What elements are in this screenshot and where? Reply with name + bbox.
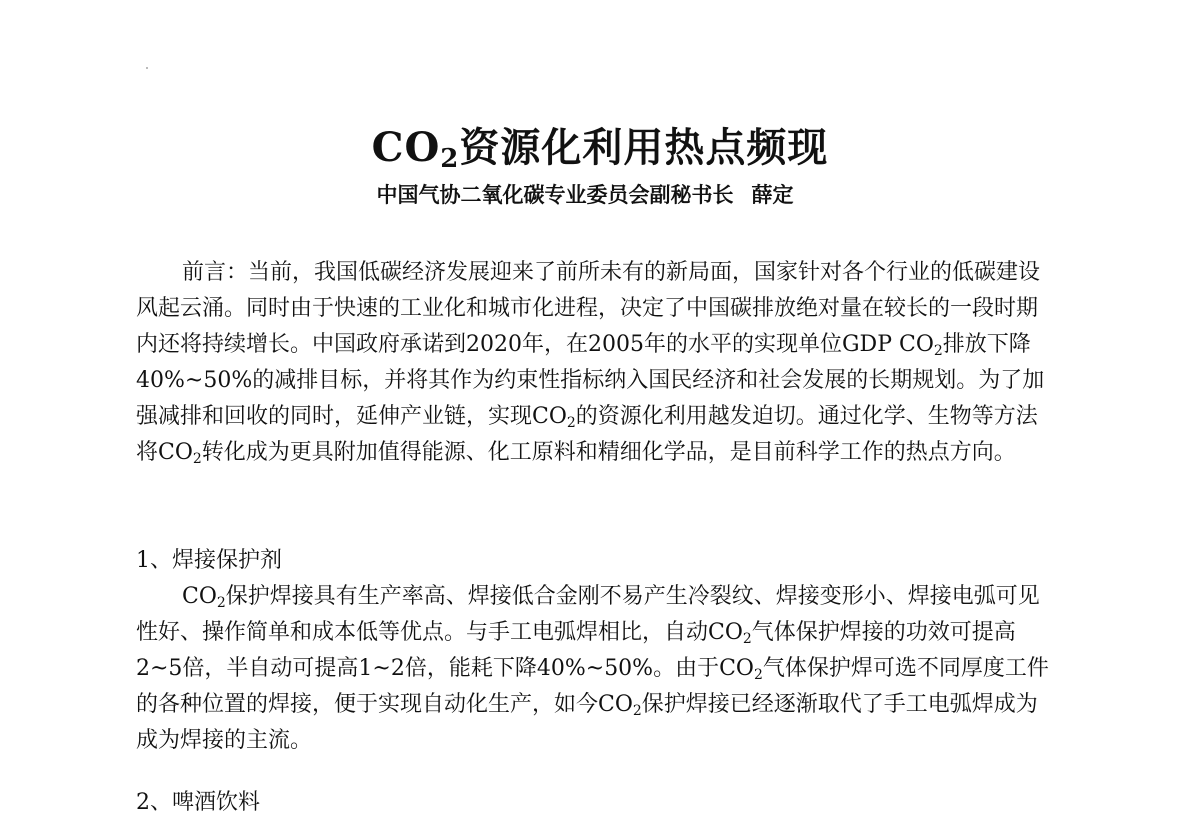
byline-author: 薛定 — [751, 182, 794, 207]
s1-sub-3: 2 — [753, 667, 763, 683]
intro-sub-3: 2 — [192, 451, 202, 467]
byline-affiliation: 中国气协二氧化碳专业委员会副秘书长 — [376, 182, 734, 207]
scan-speck — [146, 67, 148, 69]
intro-text-3: 的资源化利用越发迫切。通过化学、生物等方法将CO — [136, 404, 1038, 465]
s1-sub-1: 2 — [216, 595, 226, 611]
document-title — [0, 122, 1200, 174]
title-co: CO — [371, 124, 441, 171]
s1-text-2: 保护焊接具有生产率高、焊接低合金刚不易产生冷裂纹、焊接变形小、焊接电弧可见性好、操作简单和成本低等优点。与手工电弧焊相比，自动CO — [136, 584, 1040, 645]
s1-text-5: 保护焊接已经逐渐取代了手工电弧焊成为成为焊接的主流。 — [136, 692, 1038, 753]
intro-sub-1: 2 — [933, 343, 943, 359]
s1-text-3: 气体保护焊接的功效可提高2~5倍，半自动可提高1~2倍，能耗下降40%~50%。由于CO — [136, 620, 1016, 681]
byline — [0, 180, 1170, 210]
s1-sub-2: 2 — [742, 631, 752, 647]
intro-text-2: 排放下降40%~50%的减排目标，并将其作为约束性指标纳入国民经济和社会发展的长期规划。为了加强减排和回收的同时，延伸产业链，实现CO — [136, 332, 1045, 429]
section-2-heading: 2、啤酒饮料 — [136, 790, 260, 815]
intro-text-1: 前言：当前，我国低碳经济发展迎来了前所未有的新局面，国家针对各个行业的低碳建设风起云涌。同时由于快速的工业化和城市化进程，决定了中国碳排放绝对量在较长的一段时期内还将持续增长。中国政府承诺到2020年，在2005年的水平的实现单位GDP CO — [136, 260, 1041, 357]
title-subscript: 2 — [440, 144, 460, 174]
intro-paragraph — [136, 255, 1056, 471]
s1-text-4: 气体保护焊可选不同厚度工件的各种位置的焊接，便于实现自动化生产，如今CO — [136, 656, 1049, 717]
intro-sub-2: 2 — [566, 415, 576, 431]
s1-text-1: CO — [182, 584, 217, 609]
section-1-heading: 1、焊接保护剂 — [136, 548, 282, 573]
title-rest: 资源化利用热点频现 — [459, 124, 829, 171]
intro-text-4: 转化成为更具附加值得能源、化工原料和精细化学品，是目前科学工作的热点方向。 — [201, 440, 1016, 465]
s1-sub-4: 2 — [632, 703, 642, 719]
section-1-paragraph — [136, 579, 1056, 759]
